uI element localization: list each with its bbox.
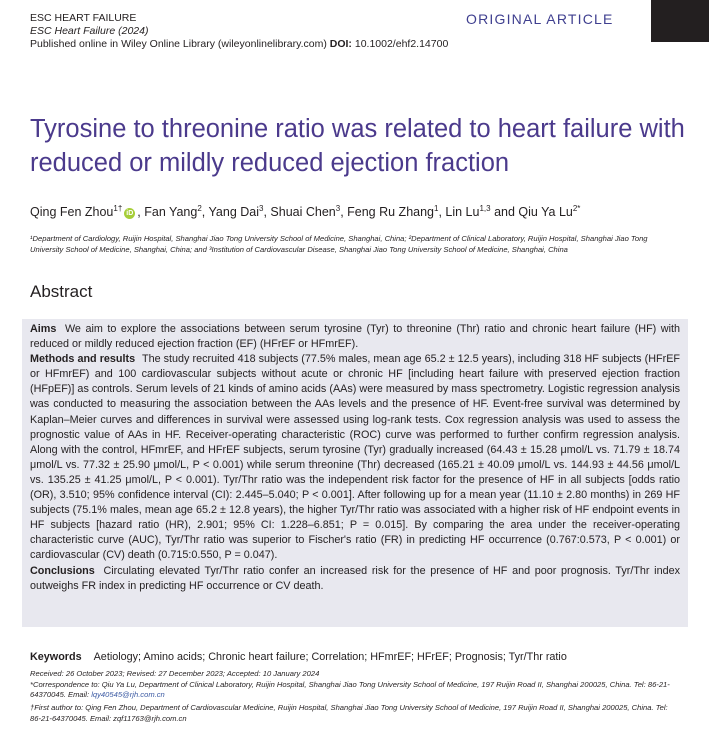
author-affiliation-marker: 3 — [335, 204, 341, 213]
author-affiliation-marker: 1,3 — [479, 204, 491, 213]
author-separator: , — [438, 205, 446, 220]
abstract-aims — [30, 322, 680, 352]
published-text: Published online in Wiley Online Library (wileyonlinelibrary.com) — [30, 38, 330, 50]
conclusions-text: Circulating elevated Tyr/Thr ratio confer an increased risk for the presence of HF and poor prognosis. Tyr/Thr index outweighs FR index in predicting HF occurrence or CV death. — [30, 564, 680, 592]
abstract-body — [30, 322, 680, 594]
methods-label: Methods and results — [30, 353, 136, 366]
journal-year: ESC Heart Failure (2024) — [30, 25, 149, 37]
author-name: Feng Ru Zhang — [347, 205, 434, 220]
orcid-icon[interactable]: iD — [126, 210, 134, 218]
author-name: Shuai Chen — [270, 205, 336, 220]
author-affiliation-marker: 2* — [572, 204, 581, 213]
author-affiliation-marker: 2 — [197, 204, 202, 213]
author-affiliation-marker: 1† — [113, 204, 123, 213]
aims-label: Aims — [30, 323, 57, 335]
footer-notes — [30, 669, 680, 701]
corner-decoration — [651, 0, 709, 42]
methods-text: The study recruited 418 subjects (77.5% males, mean age 65.2 ± 12.5 years), including 318 HF subjects (HFrEF or HFmrEF) and 100 cardiovascular subjects without acute or chronic HF [including heart failure with preserved ejection fraction (HFpEF)] as controls. Serum levels of 21 kinds of amino acids (AAs) were measured by mass spectrometry. Logistic regression analysis was conducted to measuring the association between the AAs levels and the presence of HF. Event-free survival was determined by Kaplan–Meier curves and differences in survival were assessed using log-rank tests. Cox regression analysis was used to assess the prognostic value of AAs in HF. Receiver-operating characteristic (ROC) curve was performed to further confirm regression analysis. Along with the control, HFmrEF, and HFrEF subjects, serum tyrosine (Tyr) gradually increased (64.43 ± 15.28 μmol/L vs. 71.79 ± 18.74 μmol/L vs. 77.32 ± 25.90 μmol/L, P < 0.001) while serum threonine (Thr) decreased (165.21 ± 40.09 μmol/L vs. 144.93 ± 44.56 μmol/L vs. 135.25 ± 41.25 μmol/L, P < 0.001). Tyr/Thr ratio was the independent risk factor for the presence of HF in all subjects [odds ratio (OR), 3.510; 95% confidence interval (CI): 2.445–5.040; P < 0.001]. After following up for a mean year (11.10 ± 2.80 months) in 269 HF subjects (75.1% males, mean age 65.2 ± 12.8 years), the higher Tyr/Thr ratio was associated with a higher risk of HF endpoint events in HF subjects [hazard ratio (HR), 2.901; 95% CI: 1.228–6.851; P = 0.015]. By comparing the area under the receiver-operating characteristic curve (AUC), Tyr/Thr ratio was superior to Fischer's ratio (FR) in predicting HF occurrence (0.767:0.573, P < 0.001) or cardiovascular (CV) death (0.715:0.550, P = 0.047). — [30, 353, 680, 562]
author-name: Fan Yang — [144, 205, 198, 220]
correspondence-line — [30, 680, 680, 701]
dates-line: Received: 26 October 2023; Revised: 27 December 2023; Accepted: 10 January 2024 — [30, 669, 320, 678]
first-author-line: †First author to: Qing Fen Zhou, Department of Cardiovascular Medicine, Ruijin Hospital, Shanghai Jiao Tong University School of Medicine, 197 Ruijin Road II, Shanghai 200025, China. Tel: 86-21-64370045. Email: zqf11763@rjh.com.cn — [30, 703, 668, 723]
author-separator: , — [340, 205, 348, 220]
journal-name: ESC HEART FAILURE — [30, 12, 137, 24]
author-separator: and — [490, 205, 519, 220]
author-list — [30, 200, 690, 221]
aims-text: We aim to explore the associations between serum tyrosine (Tyr) to threonine (Thr) ratio and chronic heart failure (HF) with reduced or mildly reduced ejection fraction (EF) (HFrEF or HFmrEF). — [30, 323, 681, 351]
abstract-conclusions — [30, 564, 680, 594]
author-separator: , — [201, 205, 209, 220]
author-name: Lin Lu — [445, 205, 480, 220]
author-name: Qing Fen Zhou — [30, 205, 114, 220]
author-affiliation-marker: 1 — [434, 204, 439, 213]
affiliations: ¹Department of Cardiology, Ruijin Hospital, Shanghai Jiao Tong University School of Medicine, Shanghai, China; ²Department of Clinical Laboratory, Ruijin Hospital, Shanghai Jiao Tong University School of Medicine, Shanghai, China; and ³Institution of Cardiovascular Disease, Shanghai Jiao Tong University School of Medicine, Shanghai, China — [30, 234, 648, 254]
correspondence-email[interactable]: lqy40545@rjh.com.cn — [91, 690, 165, 699]
author-separator: , — [137, 205, 145, 220]
article-type: ORIGINAL ARTICLE — [466, 11, 614, 27]
published-line — [30, 38, 448, 51]
keywords-text: Aetiology; Amino acids; Chronic heart failure; Correlation; HFmrEF; HFrEF; Prognosis; Tyr/Thr ratio — [93, 651, 567, 663]
abstract-heading: Abstract — [30, 282, 93, 301]
correspondence-text: *Correspondence to: Qiu Ya Lu, Department of Clinical Laboratory, Ruijin Hospital, Shanghai Jiao Tong University School of Medicine, 197 Ruijin Road II, Shanghai 200025, China. Tel: 86-21-64370045. Email: — [30, 679, 670, 699]
author-affiliation-marker: 3 — [259, 204, 264, 213]
author-separator: , — [263, 205, 271, 220]
keywords — [30, 650, 680, 664]
first-author-note — [30, 703, 680, 724]
article-title: Tyrosine to threonine ratio was related to heart failure with reduced or mildly reduced ejection fraction — [30, 115, 685, 177]
author-name: Qiu Ya Lu — [518, 205, 573, 220]
abstract-methods — [30, 352, 680, 563]
doi-link[interactable]: 10.1002/ehf2.14700 — [351, 38, 449, 50]
doi-label: DOI: — [329, 38, 352, 50]
conclusions-label: Conclusions — [30, 564, 95, 577]
keywords-label: Keywords — [30, 651, 82, 663]
author-name: Yang Dai — [208, 205, 259, 220]
